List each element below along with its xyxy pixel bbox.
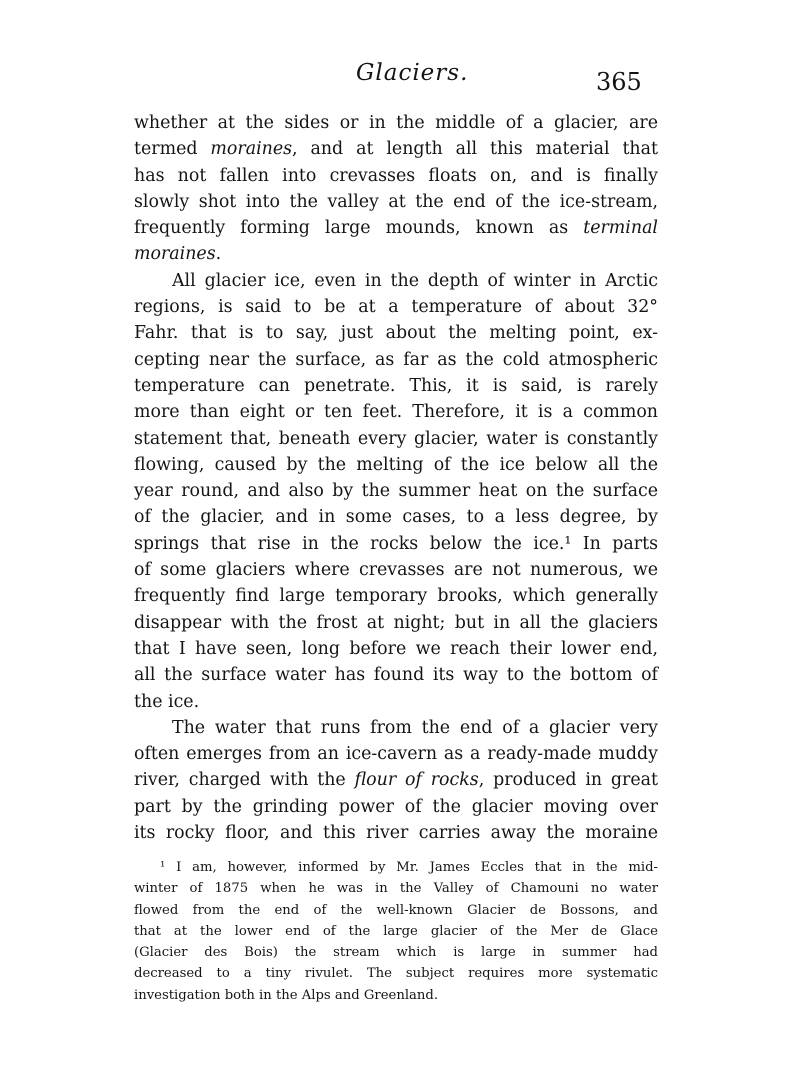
text-line: slowly shot into the valley at the end of the ice-stream, — [134, 191, 658, 212]
body-text — [134, 110, 658, 846]
text-line: of some glaciers where crevasses are not numerous, we — [134, 560, 658, 581]
text-line: year round, and also by the summer heat on the surface — [134, 481, 658, 502]
footnote-line: flowed from the end of the well-known Glacier de Bossons, and — [134, 902, 658, 918]
text-line: the ice. — [134, 691, 200, 712]
text-line: All glacier ice, even in the depth of winter in Arctic — [172, 270, 658, 291]
footnote-line: that at the lower end of the large glacier of the Mer de Glace — [134, 923, 658, 939]
footnote-line: investigation both in the Alps and Greenland. — [134, 987, 439, 1003]
text-line: springs that rise in the rocks below the ice.¹ In parts — [134, 533, 658, 554]
text-line: whether at the sides or in the middle of a glacier, are — [134, 113, 658, 133]
text-line: of the glacier, and in some cases, to a less degree, by — [134, 507, 658, 528]
text-line: regions, is said to be at a temperature of about 32° — [134, 297, 658, 318]
footnote — [134, 857, 658, 1006]
text-line: has not fallen into crevasses floats on, and is finally — [134, 165, 658, 186]
text-line: moraines. — [134, 244, 222, 265]
footnote-line: (Glacier des Bois) the stream which is large in summer had — [134, 945, 658, 961]
page-number: 365 — [596, 68, 642, 96]
footnote-line: decreased to a tiny rivulet. The subject requires more systematic — [134, 966, 658, 982]
text-line: termed moraines, and at length all this material that — [134, 139, 658, 160]
text-line: that I have seen, long before we reach their lower end, — [134, 638, 658, 659]
running-title: Glaciers. — [356, 60, 469, 86]
text-line: often emerges from an ice-cavern as a ready-made muddy — [134, 744, 658, 765]
text-line: cepting near the surface, as far as the cold atmospheric — [134, 349, 658, 370]
text-line: river, charged with the flour of rocks, produced in great — [134, 770, 659, 791]
page-header — [0, 58, 795, 98]
text-line: disappear with the frost at night; but in all the glaciers — [134, 612, 658, 633]
footnote-line: ¹ I am, however, informed by Mr. James Eccles that in the mid- — [160, 860, 658, 875]
text-line: Fahr. that is to say, just about the melting point, ex- — [134, 323, 658, 344]
footnote-line: winter of 1875 when he was in the Valley of Chamouni no water — [134, 881, 658, 897]
text-line: The water that runs from the end of a glacier very — [172, 717, 658, 738]
text-line: frequently forming large mounds, known as terminal — [134, 218, 658, 239]
text-line: temperature can penetrate. This, it is said, is rarely — [134, 375, 658, 396]
text-line: flowing, caused by the melting of the ice below all the — [134, 454, 658, 475]
text-line: frequently find large temporary brooks, which generally — [134, 586, 658, 607]
text-line: all the surface water has found its way to the bottom of — [134, 665, 658, 686]
text-line: its rocky floor, and this river carries away the moraine — [134, 823, 658, 844]
text-line: statement that, beneath every glacier, water is constantly — [134, 428, 658, 449]
text-line: part by the grinding power of the glacier moving over — [134, 796, 658, 817]
text-line: more than eight or ten feet. Therefore, it is a common — [134, 402, 658, 423]
